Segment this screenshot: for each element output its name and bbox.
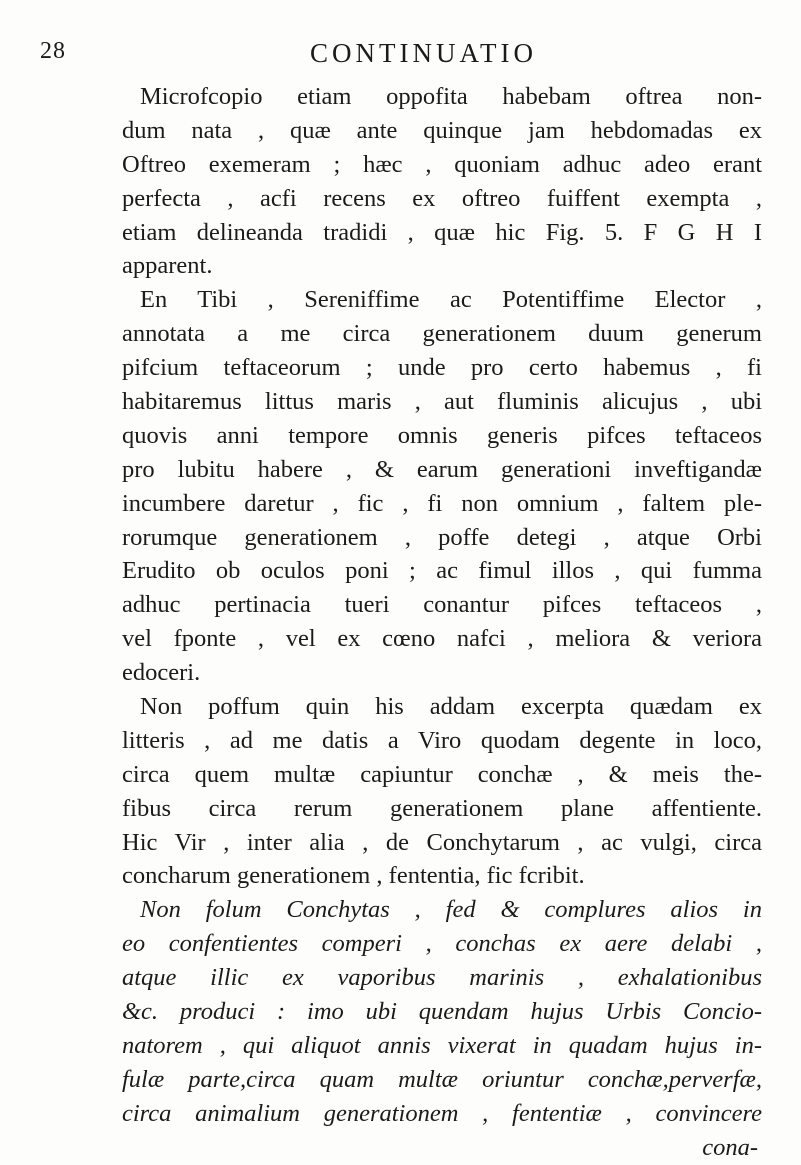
text-line: habitaremus littus maris , aut fluminis alicujus , ubi — [122, 388, 762, 416]
text-line: incumbere daretur , fic , fi non omnium , faltem ple- — [122, 489, 762, 517]
text-line: &c. produci : imo ubi quendam hujus Urbis Concio- — [122, 998, 762, 1026]
page-header — [40, 38, 760, 78]
text-line: etiam delineanda tradidi , quæ hic Fig. 5. F G H I — [122, 218, 762, 246]
text-line: Non poffum quin his addam excerpta quædam ex — [140, 693, 762, 721]
text-line: edoceri. — [122, 659, 201, 687]
text-line: rorumque generationem , poffe detegi , atque Orbi — [122, 523, 762, 551]
text-line: pifcium teftaceorum ; unde pro certo habemus , fi — [122, 354, 762, 382]
text-line: concharum generationem , fententia, fic fcribit. — [122, 862, 585, 890]
text-line: Erudito ob oculos poni ; ac fimul illos , qui fumma — [122, 557, 762, 585]
text-line: dum nata , quæ ante quinque jam hebdomadas ex — [122, 116, 762, 144]
text-line: annotata a me circa generationem duum generum — [122, 320, 762, 348]
running-head: CONTINUATIO — [310, 38, 537, 68]
text-line: litteris , ad me datis a Viro quodam degente in loco, — [122, 726, 762, 754]
text-line: fibus circa rerum generationem plane affentiente. — [122, 794, 762, 822]
text-line: natorem , qui aliquot annis vixerat in quadam hujus in- — [122, 1031, 762, 1059]
catchword: cona- — [702, 1133, 758, 1161]
text-line: Hic Vir , inter alia , de Conchytarum , ac vulgi, circa — [122, 828, 762, 856]
text-line: circa animalium generationem , fententiæ , convincere — [122, 1099, 762, 1127]
text-line: eo confentientes comperi , conchas ex aere delabi , — [122, 930, 762, 958]
text-line: apparent. — [122, 252, 213, 280]
text-line: Microfcopio etiam oppofita habebam oftrea non- — [140, 83, 762, 110]
text-line: circa quem multæ capiuntur conchæ , & meis the- — [122, 760, 762, 788]
text-line: vel fponte , vel ex cœno nafci , meliora & veriora — [122, 625, 762, 653]
text-line: fulæ parte,circa quam multæ oriuntur conchæ,perverfæ, — [122, 1065, 762, 1093]
text-line: En Tibi , Sereniffime ac Potentiffime Elector , — [140, 286, 762, 314]
text-line: adhuc pertinacia tueri conantur pifces teftaceos , — [122, 591, 762, 619]
body-text — [122, 80, 762, 1165]
text-line: atque illic ex vaporibus marinis , exhalationibus — [122, 964, 762, 992]
text-line: Oftreo exemeram ; hæc , quoniam adhuc adeo erant — [122, 150, 762, 178]
page-number: 28 — [40, 38, 66, 64]
text-line: quovis anni tempore omnis generis pifces teftaceos — [122, 421, 762, 449]
text-line: Non folum Conchytas , fed & complures alios in — [140, 896, 762, 924]
text-line: perfecta , acfi recens ex oftreo fuiffent exempta , — [122, 184, 762, 212]
text-line: pro lubitu habere , & earum generationi inveftigandæ — [122, 455, 762, 483]
